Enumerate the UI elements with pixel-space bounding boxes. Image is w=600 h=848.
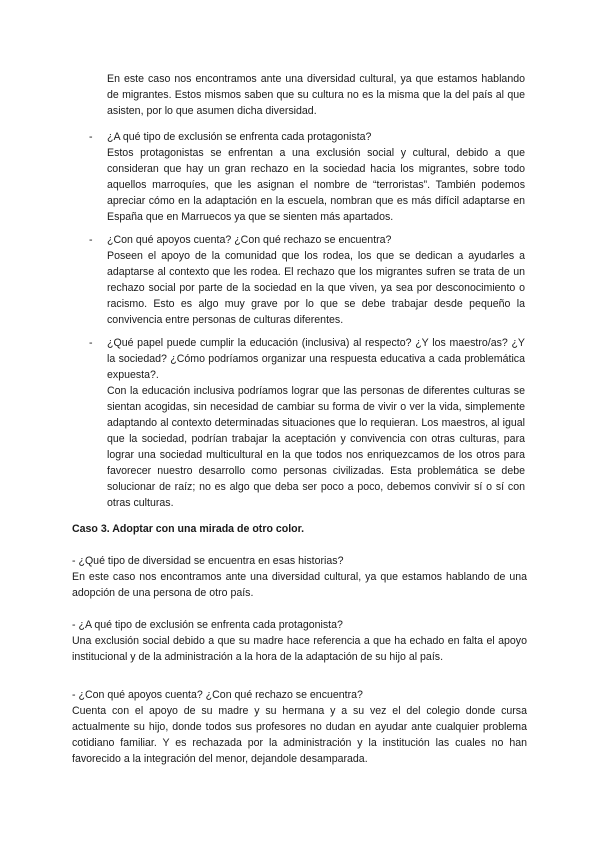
case3-item [72,687,527,767]
answer-text: En este caso nos encontramos ante una diversidad cultural, ya que estamos hablando de una adopción de una persona de otro país. [72,571,527,599]
bullet: - [89,337,93,349]
question-text: ¿Qué papel puede cumplir la educación (inclusiva) al respecto? ¿Y los maestro/as? ¿Y la sociedad? ¿Cómo podríamos organizar una respuesta educativa a cada problemática expuesta?. [107,337,525,381]
answer-text: Estos protagonistas se enfrentan a una exclusión social y cultural, debido a que consideran que hay un gran rechazo en la sociedad hacia los migrantes, sobre todo aquellos marroquíes, que les asignan el nombre de “terroristas”. También podemos apreciar cómo en la adaptación en la escuela, nombran que es más difícil adaptarse en España que en Marruecos ya que se sienten más apartados. [107,147,525,223]
case3-item [72,617,527,665]
question-text: ¿A qué tipo de exclusión se enfrenta cada protagonista? [107,131,372,143]
question-block [0,335,600,509]
bullet: - [89,131,93,143]
question-text: - ¿Qué tipo de diversidad se encuentra en esas historias? [72,555,344,567]
section-heading: Caso 3. Adoptar con una mirada de otro color. [72,523,305,535]
question-text: - ¿Con qué apoyos cuenta? ¿Con qué rechazo se encuentra? [72,689,363,701]
question-text: - ¿A qué tipo de exclusión se enfrenta cada protagonista? [72,619,343,631]
answer-text: Cuenta con el apoyo de su madre y su hermana y a su vez el del colegio donde cursa actualmente su hijo, donde todos sus profesores no dudan en ayudar ante cualquier problema cotidiano familiar. Y es rechazada por la administración y la institución las cuales no han favorecido a la integración del menor, dejandole desamparada. [72,705,527,765]
case3-item [72,553,527,601]
question-block [0,129,600,224]
answer-text: Poseen el apoyo de la comunidad que los rodea, los que se dedican a ayudarles a adaptarse al contexto que les rodea. El rechazo que los migrantes sufren se trata de un rechazo social por parte de la sociedad en la que viven, ya sea por desconocimiento o racismo. Esto es algo muy grave por lo que se debe trabajar desde pequeño la convivencia entre personas de culturas diferentes. [107,250,525,326]
bullet: - [89,234,93,246]
answer-text: Una exclusión social debido a que su madre hace referencia a que ha echado en falta el apoyo institucional y de la administración a la hora de la adaptación de su hijo al país. [72,635,527,663]
question-block [0,232,600,327]
question-text: ¿Con qué apoyos cuenta? ¿Con qué rechazo se encuentra? [107,234,392,246]
answer-text: Con la educación inclusiva podríamos lograr que las personas de diferentes culturas se sientan acogidas, sin necesidad de cambiar su forma de vivir o ver la vida, simplemente adaptando al contexto determinadas situaciones que lo requieran. Los maestros, al igual que la sociedad, podrían trabajar la aceptación y convivencia con otras culturas, para lograr una sociedad multicultural en la que todos nos enriquezcamos de los otros para favorecer nuestro desarrollo como personas civilizadas. Esta problemática se debe solucionar de raíz; no es algo que deba ser poco a poco, debemos convivir sí o sí con otras culturas. [107,385,525,509]
intro-paragraph: En este caso nos encontramos ante una diversidad cultural, ya que estamos hablando de migrantes. Estos mismos saben que su cultura no es la misma que la del país al que asisten, por lo que asumen dicha diversidad. [107,73,525,117]
